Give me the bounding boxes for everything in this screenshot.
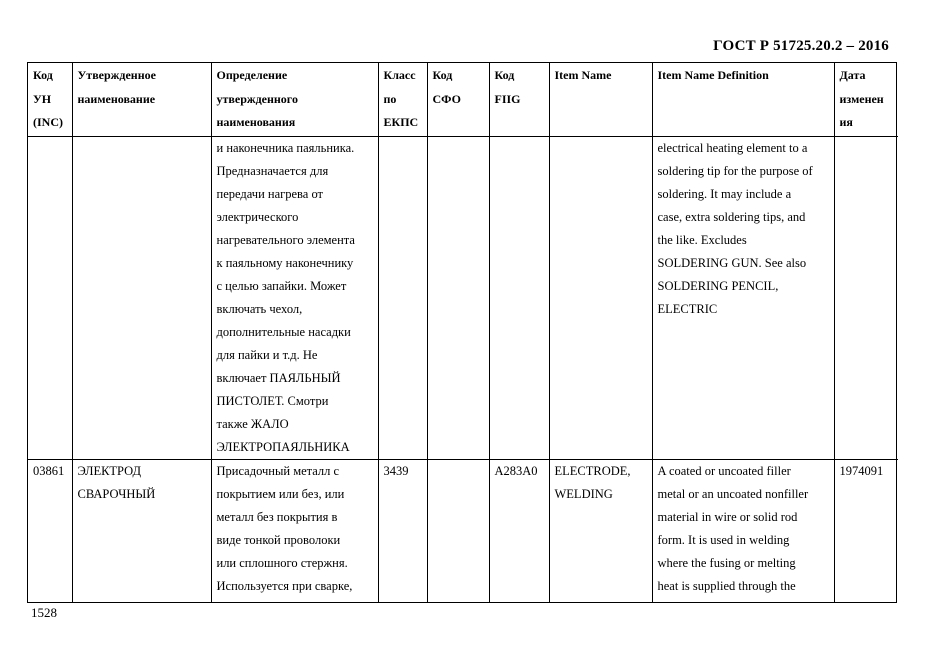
cell-text-line: the like. Excludes <box>657 233 747 247</box>
cell-text-line: soldering tip for the purpose of <box>657 164 813 178</box>
cell-text-line: soldering. It may include a <box>657 187 792 201</box>
cell-text-line: виде тонкой проволоки <box>216 533 341 547</box>
cell-change-date <box>834 460 898 603</box>
document-standard-title: ГОСТ Р 51725.20.2 – 2016 <box>713 38 889 54</box>
header-definition <box>211 63 378 137</box>
header-approved-name <box>72 63 211 137</box>
header-line: Класс <box>383 68 416 82</box>
cell-text-line: ELECTRODE, <box>554 464 631 478</box>
header-line: изменен <box>839 91 884 106</box>
cell-text-line: form. It is used in welding <box>657 533 790 547</box>
cell-text-line: 03861 <box>33 464 65 478</box>
cell-text-line: Присадочный металл с <box>216 464 340 478</box>
table-row <box>28 137 898 460</box>
table-row <box>28 460 898 603</box>
header-line: ия <box>839 115 853 129</box>
cell-text-line: metal or an uncoated nonfiller <box>657 487 809 501</box>
cell-sfo-code <box>427 460 489 603</box>
header-line: Код <box>33 68 53 82</box>
cell-approved-name <box>72 460 211 603</box>
cell-item-name <box>549 460 652 603</box>
cell-text-line: передачи нагрева от <box>216 187 324 201</box>
cell-text-line: или сплошного стержня. <box>216 556 348 570</box>
cell-text-line: для пайки и т.д. Не <box>216 348 318 362</box>
header-inc-code <box>28 63 72 137</box>
cell-text-line: также ЖАЛО <box>216 417 289 431</box>
cell-ekps-class <box>378 460 427 603</box>
cell-text-line: SOLDERING GUN. See also <box>657 256 807 270</box>
header-fiig-code <box>489 63 549 137</box>
nomenclature-table-frame <box>27 62 897 603</box>
cell-text-line: ЭЛЕКТРОПАЯЛЬНИКА <box>216 440 350 454</box>
cell-text-line: электрического <box>216 210 299 224</box>
cell-text-line: с целью запайки. Может <box>216 279 347 293</box>
header-line: Код <box>432 68 453 82</box>
cell-text-line: 1974091 <box>839 464 884 478</box>
header-ekps-class <box>378 63 427 137</box>
cell-change-date <box>834 137 898 460</box>
header-line: наименования <box>216 115 296 129</box>
cell-text-line: 3439 <box>383 464 409 478</box>
header-line: Item Name Definition <box>657 68 769 82</box>
header-line: Item Name <box>554 68 612 82</box>
nomenclature-table <box>28 63 898 602</box>
cell-text-line: дополнительные насадки <box>216 325 351 339</box>
cell-text-line: включать чехол, <box>216 302 303 316</box>
header-line: (INC) <box>33 115 63 129</box>
cell-text-line: ELECTRIC <box>657 302 718 316</box>
cell-item-name <box>549 137 652 460</box>
header-line: СФО <box>432 91 461 106</box>
cell-ekps-class <box>378 137 427 460</box>
header-line: Код <box>494 68 515 82</box>
cell-text-line: where the fusing or melting <box>657 556 796 570</box>
cell-text-line: ЭЛЕКТРОД <box>77 464 142 478</box>
cell-definition <box>211 137 378 460</box>
cell-text-line: Используется при сварке, <box>216 579 353 593</box>
cell-text-line: металл без покрытия в <box>216 510 338 524</box>
cell-text-line: к паяльному наконечнику <box>216 256 354 270</box>
cell-text-line: Предназначается для <box>216 164 329 178</box>
header-line: Дата <box>839 68 866 82</box>
cell-inc <box>28 460 72 603</box>
header-line: утвержденного <box>216 91 298 106</box>
cell-inc <box>28 137 72 460</box>
cell-fiig-code <box>489 137 549 460</box>
cell-fiig-code <box>489 460 549 603</box>
header-sfo-code <box>427 63 489 137</box>
header-line: Определение <box>216 68 288 82</box>
header-line: УН <box>33 91 52 106</box>
page-number: 1528 <box>31 605 57 620</box>
cell-text-line: СВАРОЧНЫЙ <box>77 487 156 501</box>
cell-text-line: WELDING <box>554 487 613 501</box>
cell-text-line: material in wire or solid rod <box>657 510 798 524</box>
cell-approved-name <box>72 137 211 460</box>
cell-text-line: покрытием или без, или <box>216 487 345 501</box>
cell-text-line: electrical heating element to a <box>657 141 808 155</box>
cell-text-line: ПИСТОЛЕТ. Смотри <box>216 394 329 408</box>
header-line: наименование <box>77 91 156 106</box>
table-header-row <box>28 63 898 137</box>
cell-text-line: heat is supplied through the <box>657 579 796 593</box>
header-line: ЕКПС <box>383 115 419 129</box>
cell-text-line: case, extra soldering tips, and <box>657 210 806 224</box>
header-item-name <box>549 63 652 137</box>
cell-text-line: SOLDERING PENCIL, <box>657 279 779 293</box>
cell-item-name-definition <box>652 460 834 603</box>
cell-text-line: A coated or uncoated filler <box>657 464 791 478</box>
header-item-name-definition <box>652 63 834 137</box>
header-line: Утвержденное <box>77 68 156 82</box>
cell-text-line: включает ПАЯЛЬНЫЙ <box>216 371 341 385</box>
cell-text-line: и наконечника паяльника. <box>216 141 355 155</box>
header-line: по <box>383 91 397 106</box>
cell-text-line: A283A0 <box>494 464 538 478</box>
header-change-date <box>834 63 898 137</box>
cell-definition <box>211 460 378 603</box>
cell-text-line: нагревательного элемента <box>216 233 355 247</box>
cell-sfo-code <box>427 137 489 460</box>
cell-item-name-definition <box>652 137 834 460</box>
header-line: FIIG <box>494 91 521 106</box>
